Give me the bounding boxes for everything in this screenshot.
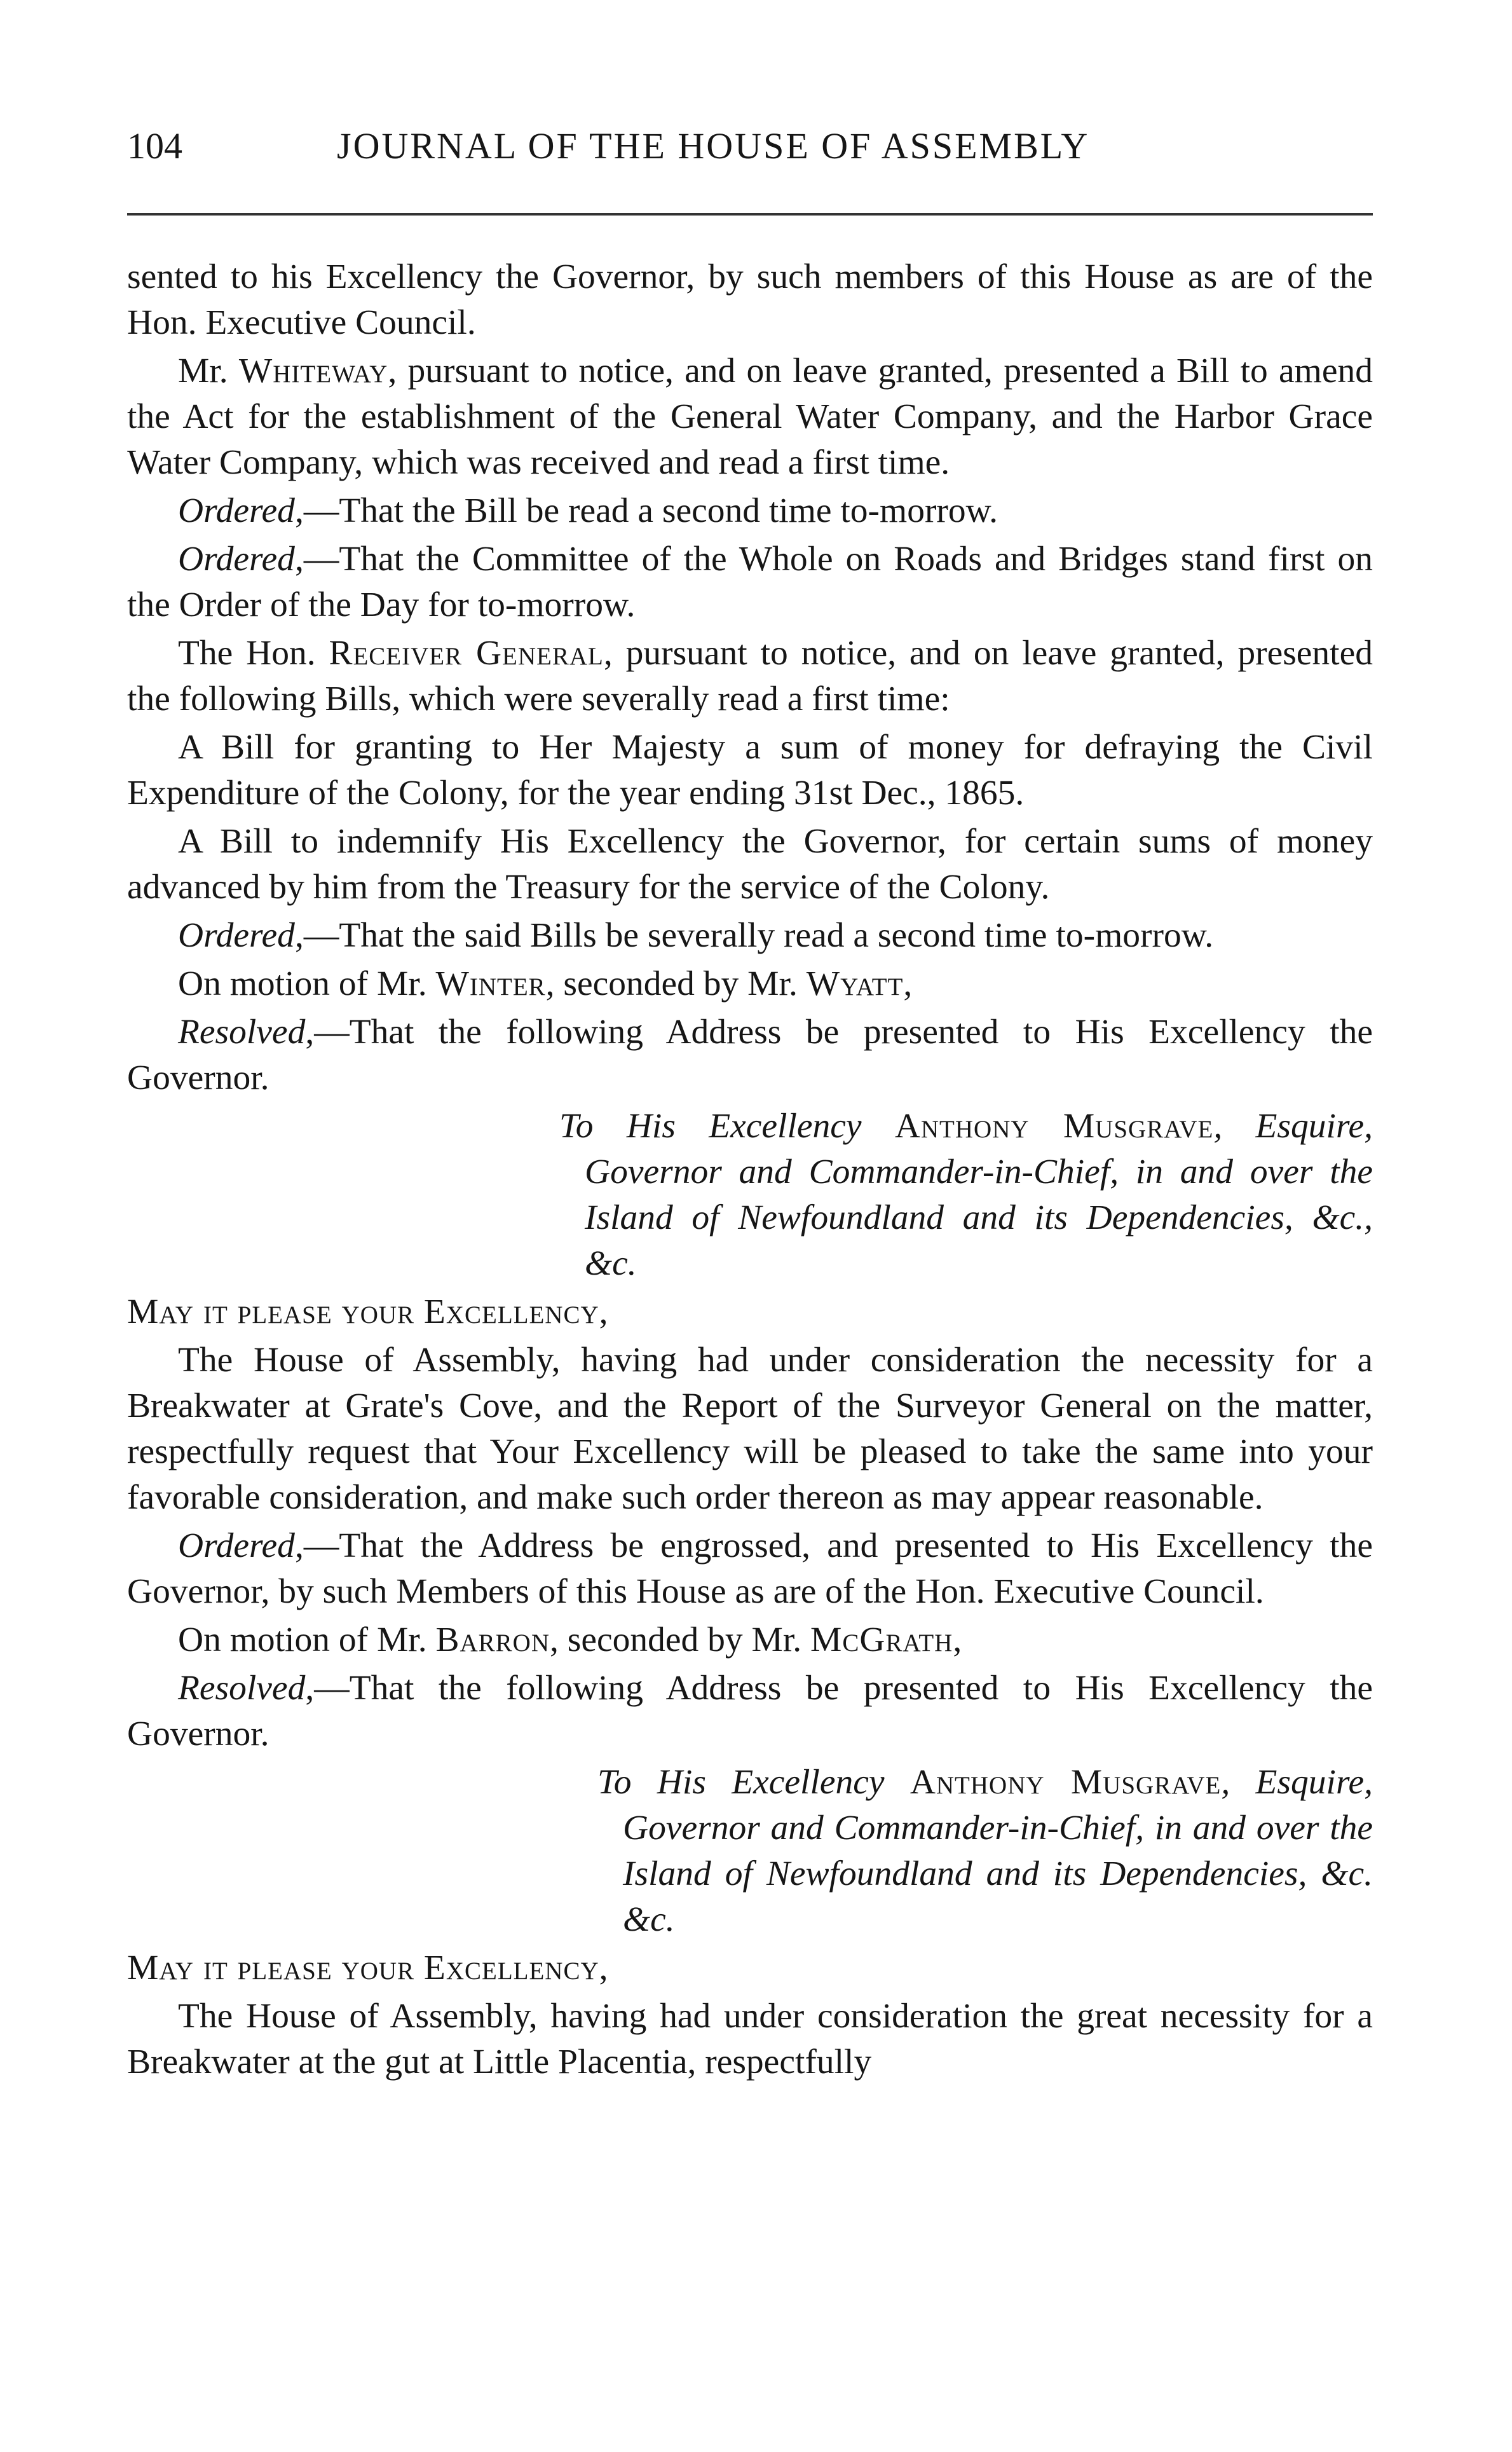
ordered-label: Ordered (178, 491, 295, 530)
member-name: McGrath (810, 1620, 953, 1659)
address-recipient-2 (127, 1760, 1373, 1943)
address-text: To His Excellency (597, 1763, 910, 1802)
paragraph-text: , pursuant to notice, and on leave granted, presented the following Bills, which were severally read a first time: (127, 634, 1373, 718)
page-number: 104 (127, 125, 182, 167)
member-name: Whiteway (238, 352, 388, 390)
salutation-2 (127, 1945, 1373, 1991)
governor-name: Anthony Musgrave (894, 1107, 1214, 1146)
paragraph-text: ,—That the following Address be presented to His Excellency the Governor. (127, 1669, 1373, 1753)
paragraph-text: A Bill to indemnify His Excellency the Governor, for certain sums of money advanced by him from the Treasury for the service of the Colony. (127, 822, 1373, 907)
paragraph-text: ,—That the Address be engrossed, and presented to His Excellency the Governor, by such Members of this House as are of the Hon. Executive Council. (127, 1526, 1373, 1611)
paragraph-bill-indemnify (127, 819, 1373, 910)
paragraph-text: , (953, 1620, 962, 1659)
paragraph-text: The House of Assembly, having had under consideration the great necessity for a Breakwater at the gut at Little Placentia, respectfully (127, 1997, 1373, 2081)
ordered-label: Ordered (178, 540, 295, 579)
paragraph-text: The House of Assembly, having had under consideration the necessity for a Breakwater at Grate's Cove, and the Report of the Surveyor General on the matter, respectfully request that Your Excellency will be pleased to take the same into your favorable consideration, and make such order thereon as may appear reasonable. (127, 1341, 1373, 1517)
paragraph-text: , seconded by Mr. (545, 964, 807, 1003)
page-header (127, 118, 1373, 175)
ordered-label: Ordered (178, 1526, 295, 1565)
paragraph-receiver-general (127, 631, 1373, 722)
running-head: JOURNAL OF THE HOUSE OF ASSEMBLY (337, 125, 1090, 167)
paragraph-text: , (903, 964, 913, 1003)
paragraph-whiteway-bill (127, 348, 1373, 486)
governor-name: Anthony Musgrave (909, 1763, 1222, 1802)
paragraph-text: ,—That the Committee of the Whole on Roads and Bridges stand first on the Order of the Day for to-morrow. (127, 540, 1373, 624)
paragraph-text: , pursuant to notice, and on leave granted, presented a Bill to amend the Act for the establishment of the General Water Company, and the Harbor Grace Water Company, which was received and read a first time. (127, 352, 1373, 482)
paragraph-text: ,—That the following Address be presented to His Excellency the Governor. (127, 1013, 1373, 1097)
member-name: Wyatt (806, 964, 904, 1003)
member-name: Barron (435, 1620, 550, 1659)
address-recipient-1 (127, 1104, 1373, 1287)
paragraph-ordered-bills-second-reading (127, 913, 1373, 959)
paragraph-text: ,—That the said Bills be severally read a second time to-morrow. (294, 916, 1214, 955)
paragraph-text: Mr. (178, 352, 239, 390)
salutation-1 (127, 1289, 1373, 1335)
paragraph-motion-barron (127, 1617, 1373, 1663)
paragraph-breakwater-grates-cove (127, 1338, 1373, 1521)
address-text: , Esquire, Governor and Commander-in-Chief, in and over the Island of Newfoundland and its Dependencies, &c., &c. (585, 1107, 1373, 1283)
resolved-label: Resolved (178, 1013, 306, 1051)
salutation-text: May it please your Excellency, (127, 1949, 609, 1987)
ordered-label: Ordered (178, 916, 295, 955)
paragraph-text: On motion of Mr. (178, 964, 436, 1003)
paragraph-ordered-engrossed (127, 1523, 1373, 1615)
paragraph-ordered-second-reading (127, 488, 1373, 534)
address-text: To His Excellency (559, 1107, 895, 1146)
paragraph-text: The Hon. (178, 634, 329, 673)
paragraph-text: sented to his Excellency the Governor, by such members of this House as are of the Hon. Executive Council. (127, 257, 1373, 342)
salutation-text: May it please your Excellency, (127, 1292, 609, 1331)
paragraph-text: , seconded by Mr. (550, 1620, 811, 1659)
journal-body (127, 254, 1373, 2088)
paragraph-ordered-roads-bridges (127, 537, 1373, 628)
paragraph-continuation (127, 254, 1373, 346)
paragraph-text: On motion of Mr. (178, 1620, 436, 1659)
paragraph-text: A Bill for granting to Her Majesty a sum of money for defraying the Civil Expenditure of the Colony, for the year ending 31st Dec., 1865. (127, 728, 1373, 812)
member-name: Receiver General (329, 634, 604, 673)
address-text: , Esquire, Governor and Commander-in-Chief, in and over the Island of Newfoundland and its Dependencies, &c. &c. (623, 1763, 1373, 1939)
paragraph-resolved-address-2 (127, 1666, 1373, 1757)
header-rule (127, 213, 1373, 216)
paragraph-resolved-address-1 (127, 1010, 1373, 1101)
paragraph-text: ,—That the Bill be read a second time to-morrow. (294, 491, 998, 530)
resolved-label: Resolved (178, 1669, 306, 1708)
paragraph-breakwater-little-placentia (127, 1994, 1373, 2085)
paragraph-motion-winter (127, 961, 1373, 1007)
member-name: Winter (435, 964, 546, 1003)
paragraph-bill-civil-expenditure (127, 725, 1373, 816)
